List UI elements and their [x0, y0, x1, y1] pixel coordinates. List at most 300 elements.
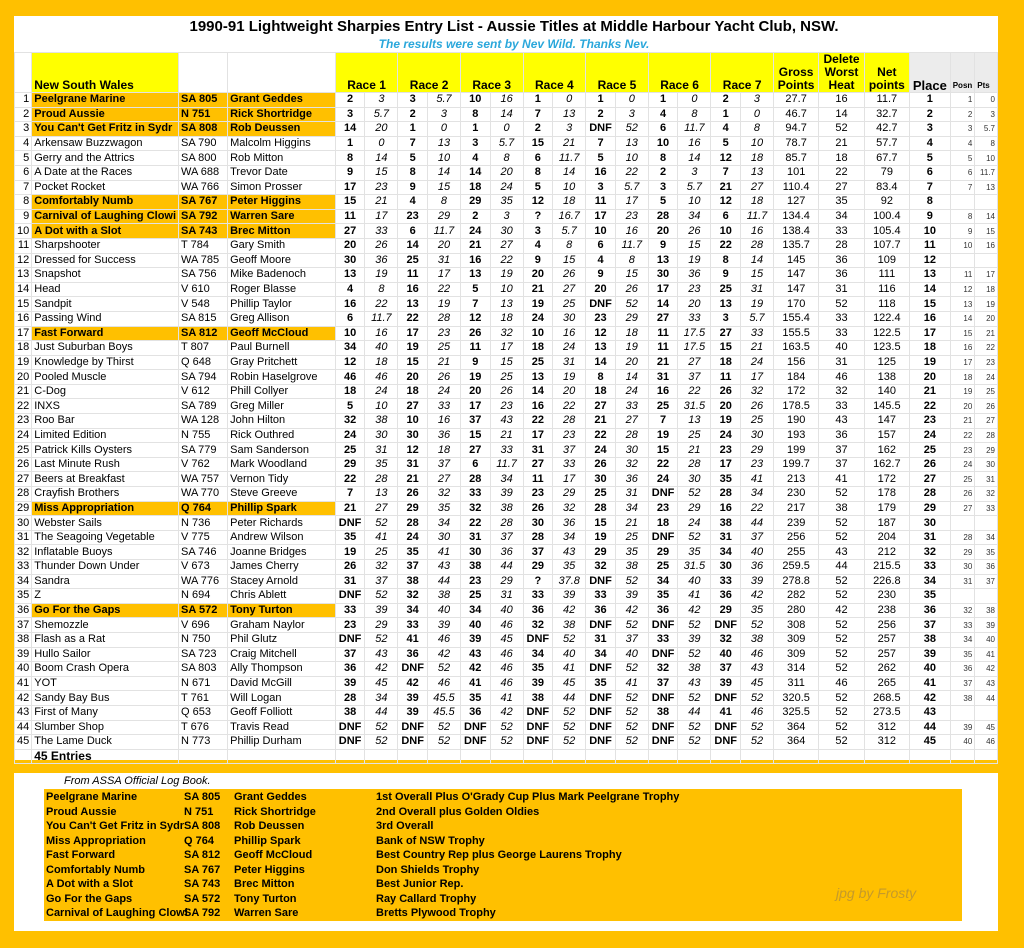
gross-points: 184	[773, 370, 818, 385]
race-5-points: 52	[615, 618, 648, 633]
posn: 13	[950, 297, 975, 312]
sail-number: Q 648	[179, 355, 228, 370]
race-2-place: 36	[398, 647, 428, 662]
race-2-points: 52	[427, 720, 460, 735]
race-7-points: 17	[741, 370, 774, 385]
award-skipper: Tony Turton	[234, 892, 297, 905]
race-1-place: 1	[335, 136, 365, 151]
net-points: 212	[864, 545, 909, 560]
race-2-points: 11.7	[427, 224, 460, 239]
race-3-points: 52	[490, 735, 523, 750]
sail-number: WA 766	[179, 180, 228, 195]
race-5-points: 52	[615, 720, 648, 735]
race-4-points: 32	[553, 501, 586, 516]
race-2-points: 22	[427, 282, 460, 297]
pts: 22	[975, 341, 998, 356]
header-state: New South Wales	[32, 53, 179, 93]
race-2-place: 4	[398, 195, 428, 210]
gross-points: 308	[773, 618, 818, 633]
race-6-points: 15	[678, 238, 711, 253]
race-6-place: 9	[648, 238, 678, 253]
race-5-points: 16	[615, 224, 648, 239]
skipper-name: James Cherry	[228, 560, 336, 575]
place: 16	[910, 311, 951, 326]
race-2-points: 30	[427, 530, 460, 545]
race-3-points: 17	[490, 341, 523, 356]
race-2-place: 14	[398, 238, 428, 253]
race-6-points: 31.5	[678, 399, 711, 414]
delete-worst-heat: 38	[819, 501, 864, 516]
boat-name: Miss Appropriation	[32, 501, 179, 516]
race-3-points: 32	[490, 326, 523, 341]
race-2-points: 40	[427, 603, 460, 618]
posn: 36	[950, 662, 975, 677]
race-2-place: 6	[398, 224, 428, 239]
race-4-place: 2	[523, 122, 553, 137]
race-3-place: 29	[460, 195, 490, 210]
race-2-place: 5	[398, 151, 428, 166]
net-points: 83.4	[864, 180, 909, 195]
sail-number: Q 653	[179, 705, 228, 720]
net-points: 109	[864, 253, 909, 268]
row-number: 23	[15, 414, 32, 429]
gross-points: 145	[773, 253, 818, 268]
posn: 4	[950, 136, 975, 151]
race-6-place: 13	[648, 253, 678, 268]
posn: 31	[950, 574, 975, 589]
gross-points: 311	[773, 676, 818, 691]
gross-points: 230	[773, 487, 818, 502]
award-boat: Fast Forward	[46, 849, 116, 861]
skipper-name: Malcolm Higgins	[228, 136, 336, 151]
net-points: 79	[864, 165, 909, 180]
posn: 10	[950, 238, 975, 253]
table-row	[15, 180, 998, 195]
sail-number: N 755	[179, 428, 228, 443]
race-3-place: 1	[460, 122, 490, 137]
race-3-place: 39	[460, 632, 490, 647]
race-3-place: 14	[460, 165, 490, 180]
gross-points: 27.7	[773, 93, 818, 108]
race-7-place: 5	[711, 136, 741, 151]
race-4-points: 37.8	[553, 574, 586, 589]
gross-points: 280	[773, 603, 818, 618]
race-7-place: DNF	[711, 720, 741, 735]
table-row	[15, 122, 998, 137]
entries-row	[15, 749, 998, 764]
race-2-place: 23	[398, 209, 428, 224]
race-7-points: 52	[741, 618, 774, 633]
gross-points: 255	[773, 545, 818, 560]
net-points: 123.5	[864, 341, 909, 356]
race-7-place: DNF	[711, 735, 741, 750]
race-5-points: 32	[615, 457, 648, 472]
results-body	[15, 93, 998, 750]
race-4-points: 24	[553, 341, 586, 356]
race-2-place: 1	[398, 122, 428, 137]
race-6-place: 33	[648, 632, 678, 647]
race-4-place: 17	[523, 428, 553, 443]
race-2-place: 19	[398, 341, 428, 356]
race-7-points: 21	[741, 341, 774, 356]
skipper-name: Warren Sare	[228, 209, 336, 224]
sail-number: N 773	[179, 735, 228, 750]
race-5-points: 52	[615, 662, 648, 677]
race-4-points: 44	[553, 691, 586, 706]
race-4-points: 43	[553, 545, 586, 560]
posn: 38	[950, 691, 975, 706]
awards-list	[44, 789, 962, 921]
boat-name: Beers at Breakfast	[32, 472, 179, 487]
award-sail: SA 767	[184, 863, 221, 876]
posn: 17	[950, 355, 975, 370]
award-boat: Carnival of Laughing Clowi	[46, 907, 188, 919]
race-1-place: DNF	[335, 516, 365, 531]
race-3-points: 52	[490, 720, 523, 735]
race-2-points: 38	[427, 589, 460, 604]
gross-points: 325.5	[773, 705, 818, 720]
award-skipper: Grant Geddes	[234, 791, 307, 803]
race-4-points: 45	[553, 676, 586, 691]
pts	[975, 195, 998, 210]
race-4-points: 3	[553, 122, 586, 137]
race-3-place: 33	[460, 487, 490, 502]
delete-worst-heat: 52	[819, 530, 864, 545]
race-6-place: 2	[648, 165, 678, 180]
race-5-points: 34	[615, 501, 648, 516]
pts: 24	[975, 370, 998, 385]
pts: 28	[975, 428, 998, 443]
skipper-name: Andrew Wilson	[228, 530, 336, 545]
race-1-points: 46	[365, 370, 398, 385]
pts: 26	[975, 399, 998, 414]
race-1-points: 21	[365, 195, 398, 210]
delete-worst-heat: 52	[819, 720, 864, 735]
race-3-place: 23	[460, 574, 490, 589]
pts	[975, 589, 998, 604]
row-number: 29	[15, 501, 32, 516]
race-6-points: 20	[678, 297, 711, 312]
pts: 18	[975, 282, 998, 297]
race-5-place: 32	[586, 560, 616, 575]
table-row	[15, 370, 998, 385]
race-5-place: 13	[586, 341, 616, 356]
place: 37	[910, 618, 951, 633]
race-5-place: 8	[586, 370, 616, 385]
race-3-place: 8	[460, 107, 490, 122]
place: 21	[910, 384, 951, 399]
race-1-place: 30	[335, 253, 365, 268]
race-3-place: DNF	[460, 720, 490, 735]
race-1-place: 11	[335, 209, 365, 224]
skipper-name: Paul Burnell	[228, 341, 336, 356]
skipper-name: Rick Outhred	[228, 428, 336, 443]
gross-points: 127	[773, 195, 818, 210]
race-2-place: 9	[398, 180, 428, 195]
row-number: 27	[15, 472, 32, 487]
pts	[975, 253, 998, 268]
race-5-points: 52	[615, 691, 648, 706]
boat-name: You Can't Get Fritz in Sydr	[32, 122, 179, 137]
net-points: 92	[864, 195, 909, 210]
race-3-place: 2	[460, 209, 490, 224]
race-3-place: 22	[460, 516, 490, 531]
race-7-points: 19	[741, 297, 774, 312]
race-4-place: 35	[523, 662, 553, 677]
row-number: 37	[15, 618, 32, 633]
race-3-points: 15	[490, 355, 523, 370]
race-3-points: 46	[490, 647, 523, 662]
race-5-place: 27	[586, 399, 616, 414]
race-1-place: 20	[335, 238, 365, 253]
boat-name: Last Minute Rush	[32, 457, 179, 472]
race-2-points: 41	[427, 545, 460, 560]
pts: 0	[975, 93, 998, 108]
race-6-place: 17	[648, 282, 678, 297]
delete-worst-heat: 21	[819, 136, 864, 151]
posn: 40	[950, 735, 975, 750]
race-1-place: 16	[335, 297, 365, 312]
race-7-points: 33	[741, 326, 774, 341]
race-5-place: DNF	[586, 297, 616, 312]
boat-name: Gerry and the Attrics	[32, 151, 179, 166]
race-4-points: 52	[553, 735, 586, 750]
delete-worst-heat: 14	[819, 107, 864, 122]
gross-points: 138.4	[773, 224, 818, 239]
results-sheet	[14, 16, 998, 764]
race-5-place: 28	[586, 501, 616, 516]
pts	[975, 516, 998, 531]
race-4-place: 37	[523, 545, 553, 560]
race-4-points: 52	[553, 720, 586, 735]
boat-name: Fast Forward	[32, 326, 179, 341]
race-2-place: 39	[398, 691, 428, 706]
race-2-points: 42	[427, 647, 460, 662]
net-points: 312	[864, 720, 909, 735]
race-5-place: 9	[586, 268, 616, 283]
boat-name: Pooled Muscle	[32, 370, 179, 385]
place: 30	[910, 516, 951, 531]
sail-number: SA 805	[179, 93, 228, 108]
pts: 8	[975, 136, 998, 151]
row-number: 17	[15, 326, 32, 341]
row-number: 22	[15, 399, 32, 414]
race-2-points: 25	[427, 341, 460, 356]
race-1-place: 36	[335, 662, 365, 677]
race-5-place: 15	[586, 516, 616, 531]
delete-worst-heat: 52	[819, 516, 864, 531]
race-2-points: 5.7	[427, 93, 460, 108]
race-1-points: 0	[365, 136, 398, 151]
pts: 34	[975, 530, 998, 545]
race-6-points: 21	[678, 443, 711, 458]
race-5-place: 11	[586, 195, 616, 210]
pts	[975, 705, 998, 720]
race-5-points: 25	[615, 530, 648, 545]
delete-worst-heat: 37	[819, 443, 864, 458]
skipper-name: Vernon Tidy	[228, 472, 336, 487]
race-7-place: 21	[711, 180, 741, 195]
race-7-place: 6	[711, 209, 741, 224]
race-1-place: DNF	[335, 632, 365, 647]
net-points: 179	[864, 501, 909, 516]
sail-number: WA 776	[179, 574, 228, 589]
skipper-name: Stacey Arnold	[228, 574, 336, 589]
race-5-points: 52	[615, 122, 648, 137]
boat-name: Go For the Gaps	[32, 603, 179, 618]
race-2-place: 41	[398, 632, 428, 647]
sail-number: SA 723	[179, 647, 228, 662]
skipper-name: Steve Greeve	[228, 487, 336, 502]
pts: 25	[975, 384, 998, 399]
race-3-points: 8	[490, 151, 523, 166]
race-3-place: 6	[460, 457, 490, 472]
race-7-points: 43	[741, 662, 774, 677]
race-7-place: 25	[711, 282, 741, 297]
race-4-place: 22	[523, 414, 553, 429]
gross-points: 135.7	[773, 238, 818, 253]
race-4-points: 27	[553, 282, 586, 297]
sail-number: WA 757	[179, 472, 228, 487]
race-7-points: 35	[741, 603, 774, 618]
row-number: 42	[15, 691, 32, 706]
place: 11	[910, 238, 951, 253]
race-2-place: 18	[398, 384, 428, 399]
table-row	[15, 195, 998, 210]
gross-points: 309	[773, 632, 818, 647]
table-row	[15, 560, 998, 575]
net-points: 187	[864, 516, 909, 531]
award-skipper: Brec Mitton	[234, 878, 295, 890]
race-2-points: 45.5	[427, 705, 460, 720]
net-points: 11.7	[864, 93, 909, 108]
race-4-place: 7	[523, 107, 553, 122]
award-boat: Comfortably Numb	[46, 863, 145, 876]
award-skipper: Rick Shortridge	[234, 805, 316, 818]
race-4-place: 32	[523, 618, 553, 633]
boat-name: Carnival of Laughing Clowi	[32, 209, 179, 224]
sail-number: V 673	[179, 560, 228, 575]
race-5-points: 5.7	[615, 180, 648, 195]
table-row	[15, 647, 998, 662]
row-number: 20	[15, 370, 32, 385]
delete-worst-heat: 27	[819, 180, 864, 195]
race-4-points: 39	[553, 589, 586, 604]
race-6-points: 26	[678, 224, 711, 239]
race-6-points: 28	[678, 457, 711, 472]
race-6-place: 28	[648, 209, 678, 224]
boat-name: Sharpshooter	[32, 238, 179, 253]
race-6-place: 27	[648, 311, 678, 326]
boat-name: Thunder Down Under	[32, 560, 179, 575]
skipper-name: Roger Blasse	[228, 282, 336, 297]
race-3-points: 44	[490, 560, 523, 575]
race-4-place: 24	[523, 311, 553, 326]
race-3-place: 43	[460, 647, 490, 662]
pts: 23	[975, 355, 998, 370]
row-number: 26	[15, 457, 32, 472]
race-4-place: 15	[523, 136, 553, 151]
sail-number: SA 779	[179, 443, 228, 458]
place: 20	[910, 370, 951, 385]
race-5-points: 3	[615, 107, 648, 122]
race-4-place: DNF	[523, 720, 553, 735]
boat-name: Boom Crash Opera	[32, 662, 179, 677]
race-1-place: 24	[335, 428, 365, 443]
race-2-points: 27	[427, 472, 460, 487]
race-1-place: 13	[335, 268, 365, 283]
delete-worst-heat: 52	[819, 632, 864, 647]
award-boat: A Dot with a Slot	[46, 878, 133, 890]
race-4-points: 29	[553, 487, 586, 502]
award-sail: SA 572	[184, 892, 221, 905]
race-3-place: 25	[460, 589, 490, 604]
header-gross: Gross Points	[773, 53, 818, 93]
row-number: 31	[15, 530, 32, 545]
race-1-points: 20	[365, 122, 398, 137]
row-number: 34	[15, 574, 32, 589]
place: 32	[910, 545, 951, 560]
posn: 30	[950, 560, 975, 575]
race-6-points: 44	[678, 705, 711, 720]
delete-worst-heat: 42	[819, 603, 864, 618]
race-7-place: 24	[711, 428, 741, 443]
place: 7	[910, 180, 951, 195]
race-5-place: 35	[586, 676, 616, 691]
boat-name: Crayfish Brothers	[32, 487, 179, 502]
race-2-points: 52	[427, 735, 460, 750]
row-number: 11	[15, 238, 32, 253]
race-2-points: 46	[427, 676, 460, 691]
net-points: 273.5	[864, 705, 909, 720]
gross-points: 156	[773, 355, 818, 370]
race-5-points: 20	[615, 355, 648, 370]
race-3-points: 34	[490, 472, 523, 487]
race-3-place: 30	[460, 545, 490, 560]
table-row	[15, 107, 998, 122]
race-7-place: 12	[711, 151, 741, 166]
delete-worst-heat: 31	[819, 282, 864, 297]
sail-number: WA 785	[179, 253, 228, 268]
gross-points: 163.5	[773, 341, 818, 356]
race-2-points: 43	[427, 560, 460, 575]
race-6-points: 43	[678, 676, 711, 691]
race-6-place: 24	[648, 472, 678, 487]
sail-number: T 784	[179, 238, 228, 253]
gross-points: 256	[773, 530, 818, 545]
delete-worst-heat: 52	[819, 297, 864, 312]
race-6-place: 19	[648, 428, 678, 443]
race-1-points: 24	[365, 384, 398, 399]
posn: 8	[950, 209, 975, 224]
row-number: 36	[15, 603, 32, 618]
race-1-place: 15	[335, 195, 365, 210]
race-3-points: 46	[490, 618, 523, 633]
race-4-points: 16	[553, 326, 586, 341]
race-5-place: 3	[586, 180, 616, 195]
posn: 7	[950, 180, 975, 195]
posn: 19	[950, 384, 975, 399]
race-2-points: 20	[427, 238, 460, 253]
race-7-points: 52	[741, 735, 774, 750]
race-5-points: 24	[615, 384, 648, 399]
race-5-place: 34	[586, 647, 616, 662]
race-5-place: 17	[586, 209, 616, 224]
skipper-name: Phillip Durham	[228, 735, 336, 750]
race-7-place: 10	[711, 224, 741, 239]
race-6-points: 10	[678, 195, 711, 210]
race-7-place: 12	[711, 195, 741, 210]
